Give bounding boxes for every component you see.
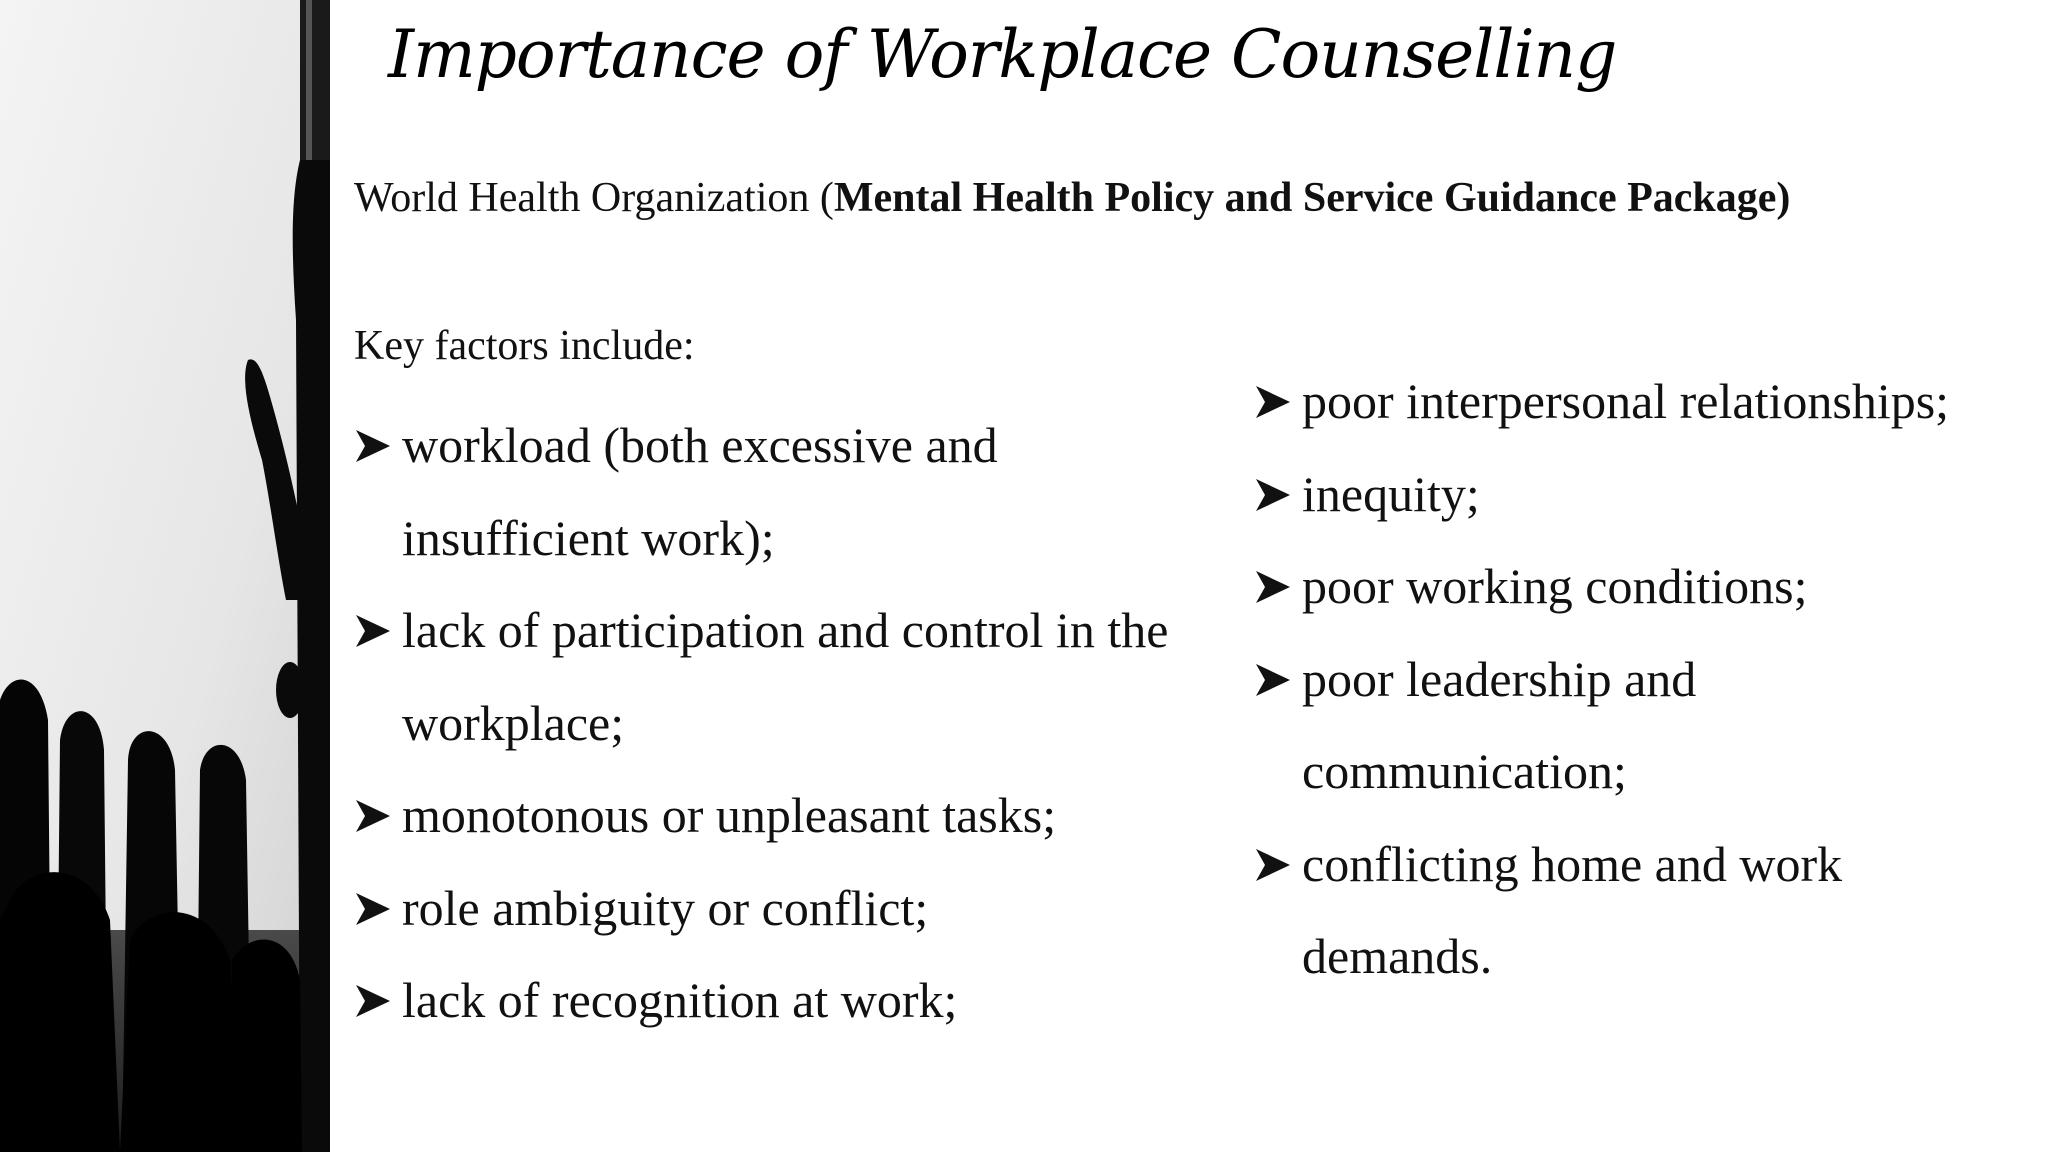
list-item (1254, 448, 2014, 541)
list-item-text: monotonous or unpleasant tasks; (402, 787, 1057, 843)
list-item (354, 399, 1214, 584)
right-factor-list (1254, 355, 2014, 1003)
left-factor-list (354, 399, 1214, 1047)
arrowhead-bullet-icon (1254, 661, 1292, 699)
arrowhead-bullet-icon (354, 612, 392, 650)
arrowhead-bullet-icon (1254, 568, 1292, 606)
list-item-text: workload (both excessive and insufficient work); (402, 417, 998, 566)
list-item (354, 769, 1214, 862)
arrowhead-bullet-icon (354, 797, 392, 835)
list-item (354, 862, 1214, 955)
arrowhead-bullet-icon (354, 982, 392, 1020)
list-item (1254, 540, 2014, 633)
intro-text: Key factors include: (354, 323, 695, 369)
list-item (354, 584, 1214, 769)
list-item (354, 954, 1214, 1047)
list-item (1254, 355, 2014, 448)
arrowhead-bullet-icon (354, 890, 392, 928)
source-line (354, 174, 1790, 222)
list-item-text: poor leadership and communication; (1302, 650, 1697, 799)
list-item (1254, 633, 2014, 818)
audience-silhouette-image (0, 0, 330, 1152)
arrowhead-bullet-icon (1254, 383, 1292, 421)
source-bold: Mental Health Policy and Service Guidance Package) (833, 175, 1791, 221)
list-item-text: lack of recognition at work; (402, 972, 958, 1028)
list-item-text: poor working conditions; (1302, 558, 1808, 614)
arrowhead-bullet-icon (1254, 476, 1292, 514)
arrowhead-bullet-icon (1254, 846, 1292, 884)
arrowhead-bullet-icon (354, 427, 392, 465)
list-item-text: poor interpersonal relationships; (1302, 373, 1950, 429)
slide-title: Importance of Workplace Counselling (388, 16, 1617, 93)
list-item-text: inequity; (1302, 465, 1480, 522)
list-item (1254, 818, 2014, 1003)
list-item-text: conflicting home and work demands. (1302, 835, 1843, 984)
source-prefix: World Health Organization ( (354, 175, 834, 221)
list-item-text: lack of participation and control in the workplace; (402, 602, 1169, 751)
list-item-text: role ambiguity or conflict; (402, 879, 929, 936)
